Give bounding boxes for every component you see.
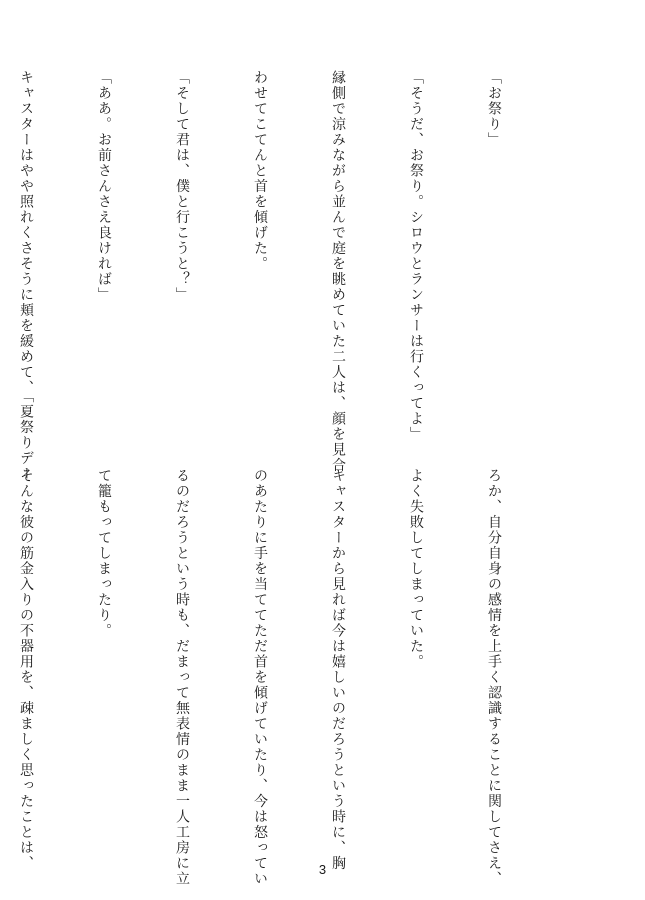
text-line: ろか、自分自身の感情を上手く認識することに関してさえ、 [486,468,502,887]
text-line: キャスターから見れば今は嬉しいのだろうという時に、胸 [330,468,346,871]
text-line: のあたりに手を当ててただ首を傾げていたり、今は怒ってい [252,468,268,887]
text-line: 「そうだ、お祭り。シロウとランサーは行くってよ」 [408,70,424,442]
text-line: 「そして君は、僕と行こうと？」 [174,70,190,303]
text-line: キャスターはやや照れくさそうに頬を緩めて、「夏祭りデー [18,70,34,482]
text-line: 縁側で涼みながら並んで庭を眺めていた二人は、顔を見合 [330,70,346,473]
text-block-bottom [18,468,559,887]
text-line: るのだろうという時も、だまって無表情のまま一人工房に立 [174,468,190,887]
page-number: 3 [318,862,327,877]
text-block-top [18,70,559,482]
text-line: わせてこてんと首を傾げた。 [252,70,268,272]
text-line: て籠もってしまったり。 [96,468,112,639]
text-line: 「ああ。お前さんさえ良ければ」 [96,70,112,303]
text-line: 「お祭り」 [486,70,502,148]
text-line: よく失敗してしまっていた。 [408,468,424,670]
text-line: そんな彼の筋金入りの不器用を、疎ましく思ったことは、 [18,468,34,871]
